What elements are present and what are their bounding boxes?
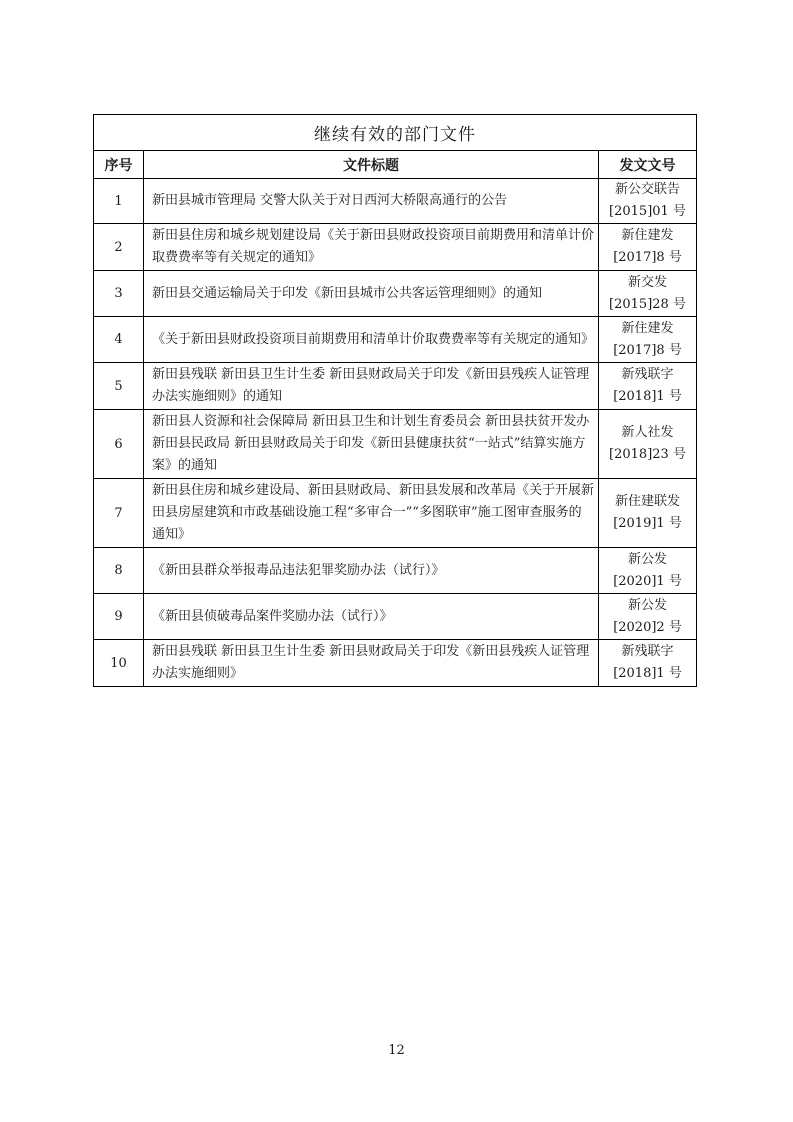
row-title: 新田县交通运输局关于印发《新田县城市公共客运管理细则》的通知 [144,271,599,317]
doc-number-line2: [2018]1 号 [613,389,682,404]
row-doc-number [599,410,697,479]
row-doc-number [599,317,697,363]
row-doc-number [599,179,697,224]
table-row [94,594,697,640]
table-row [94,410,697,479]
header-doc-title: 文件标题 [144,151,599,179]
table-row [94,479,697,548]
row-index: 3 [94,271,144,317]
table-row [94,363,697,410]
row-title: 《关于新田县财政投资项目前期费用和清单计价取费费率等有关规定的通知》 [144,317,599,363]
row-index: 9 [94,594,144,640]
doc-number-line1: 新公发 [628,551,668,567]
row-title: 新田县残联 新田县卫生计生委 新田县财政局关于印发《新田县残疾人证管理办法实施细则》 [144,640,599,687]
doc-number-line1: 新公发 [628,597,668,613]
header-doc-number: 发文文号 [599,151,697,179]
row-doc-number [599,224,697,271]
table-row [94,271,697,317]
row-index: 5 [94,363,144,410]
doc-number-line1: 新残联字 [621,367,674,382]
row-title: 新田县残联 新田县卫生计生委 新田县财政局关于印发《新田县残疾人证管理办法实施细则》的通知 [144,363,599,410]
table-row [94,317,697,363]
table-title-row [94,115,697,151]
row-doc-number [599,548,697,594]
row-index: 8 [94,548,144,594]
doc-number-line1: 新住建发 [621,320,674,336]
row-title: 新田县城市管理局 交警大队关于对日西河大桥限高通行的公告 [144,179,599,224]
row-index: 10 [94,640,144,687]
row-title: 《新田县侦破毒品案件奖励办法（试行）》 [144,594,599,640]
doc-number-line2: [2015]01 号 [609,204,686,219]
doc-number-line1: 新残联字 [621,644,674,659]
table-header-row [94,151,697,179]
doc-number-line2: [2019]1 号 [613,516,682,531]
page-number: 12 [388,1043,405,1058]
doc-number-line2: [2018]23 号 [609,447,686,462]
doc-number-line1: 新公交联告 [615,182,681,197]
row-index: 7 [94,479,144,548]
doc-number-line2: [2017]8 号 [613,342,682,358]
row-index: 6 [94,410,144,479]
row-title: 新田县住房和城乡规划建设局《关于新田县财政投资项目前期费用和清单计价取费费率等有关规定的通知》 [144,224,599,271]
table-row [94,224,697,271]
row-index: 1 [94,179,144,224]
table-row [94,179,697,224]
row-doc-number [599,271,697,317]
doc-number-line1: 新人社发 [621,425,674,440]
doc-number-line1: 新交发 [628,274,668,290]
row-doc-number [599,594,697,640]
document-table [93,114,697,687]
table-row [94,640,697,687]
row-index: 2 [94,224,144,271]
row-title: 新田县住房和城乡建设局、新田县财政局、新田县发展和改革局《关于开展新田县房屋建筑和市政基础设施工程“多审合一”“多图联审”施工图审查服务的通知》 [144,479,599,548]
row-title: 《新田县群众举报毒品违法犯罪奖励办法（试行）》 [144,548,599,594]
doc-number-line1: 新住建联发 [615,494,681,509]
doc-number-line2: [2020]1 号 [613,573,682,589]
row-doc-number [599,363,697,410]
doc-number-line2: [2020]2 号 [613,619,682,635]
header-index: 序号 [94,151,144,179]
doc-number-line2: [2015]28 号 [609,296,686,312]
table-row [94,548,697,594]
row-doc-number [599,640,697,687]
row-doc-number [599,479,697,548]
doc-number-line1: 新住建发 [621,228,674,243]
doc-number-line2: [2018]1 号 [613,666,682,681]
table-title: 继续有效的部门文件 [94,115,697,151]
row-title: 新田县人资源和社会保障局 新田县卫生和计划生育委员会 新田县扶贫开发办 新田县民政局 新田县财政局关于印发《新田县健康扶贫“一站式”结算实施方案》的通知 [144,410,599,479]
doc-number-line2: [2017]8 号 [613,250,682,265]
row-index: 4 [94,317,144,363]
